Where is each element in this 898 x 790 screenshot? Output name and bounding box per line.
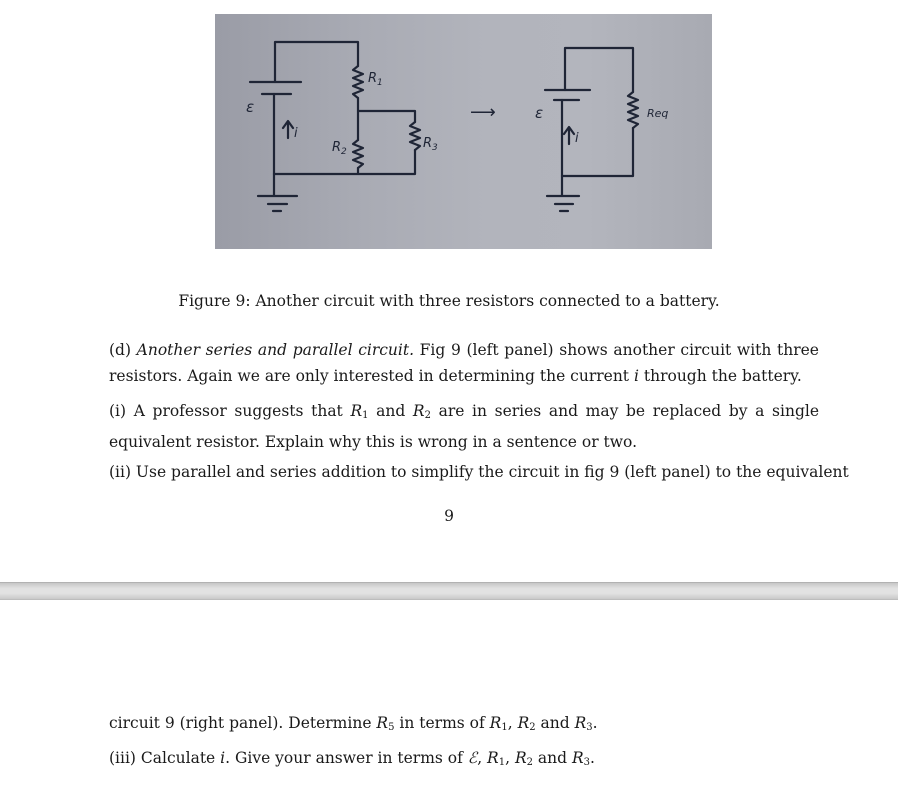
req-resistor — [628, 92, 638, 128]
left-circuit — [246, 42, 438, 211]
node-wire — [358, 98, 415, 122]
part-ii-paragraph-start: (ii) Use parallel and series addition to simplify the circuit in fig 9 (left panel) to the equivalent — [109, 463, 849, 481]
right-top-wire — [565, 48, 633, 92]
r1-label: $R_1$ — [368, 71, 383, 88]
part-i-paragraph: (i) A professor suggests that $R_1$ and $R_2$ are in series and may be replaced by a single equivalent resistor. Explain why this is wrong in a sentence or two. — [109, 402, 819, 451]
part-d-title: Another series and parallel circuit. — [136, 341, 415, 359]
figure-caption: Figure 9: Another circuit with three resistors connected to a battery. — [178, 292, 720, 310]
part-iii-paragraph: (iii) Calculate i. Give your answer in terms of ℰ, $R_1$, $R_2$ and $R_3$. — [109, 749, 595, 768]
document-page-next — [0, 600, 898, 790]
current-variable: i — [633, 367, 639, 385]
left-current-label: i — [294, 126, 298, 141]
page-separator — [0, 582, 898, 600]
circuit-photo — [215, 14, 712, 249]
part-ii-paragraph-end: circuit 9 (right panel). Determine $R_5$ in terms of $R_1$, $R_2$ and $R_3$. — [109, 714, 598, 733]
left-ground — [258, 174, 297, 211]
circuit-drawing — [215, 14, 712, 249]
left-current-arrow — [283, 121, 293, 138]
r3-resistor — [410, 122, 420, 150]
right-current-label: i — [575, 131, 579, 146]
r1-resistor — [353, 66, 363, 98]
r2-label: $R_2$ — [332, 140, 347, 157]
r3-label: $R_3$ — [423, 136, 438, 153]
left-top-wire — [275, 42, 358, 82]
emf-symbol: ℰ — [467, 749, 478, 767]
right-emf-label: ε — [535, 104, 544, 122]
part-d-paragraph: (d) Another series and parallel circuit. Fig 9 (left panel) shows another circuit with three resistors. Again we are only interested in determining the current i through the battery. — [109, 341, 819, 385]
page-number: 9 — [444, 507, 454, 525]
req-label: Req — [647, 107, 669, 120]
transform-arrow: ⟶ — [470, 102, 496, 123]
part-d-label: (d) — [109, 341, 137, 359]
r2-resistor — [353, 140, 363, 168]
right-bottom-wire — [562, 128, 633, 176]
right-current-arrow — [564, 127, 574, 144]
right-ground — [547, 176, 579, 211]
right-circuit — [535, 48, 668, 211]
left-emf-label: ε — [246, 98, 255, 116]
